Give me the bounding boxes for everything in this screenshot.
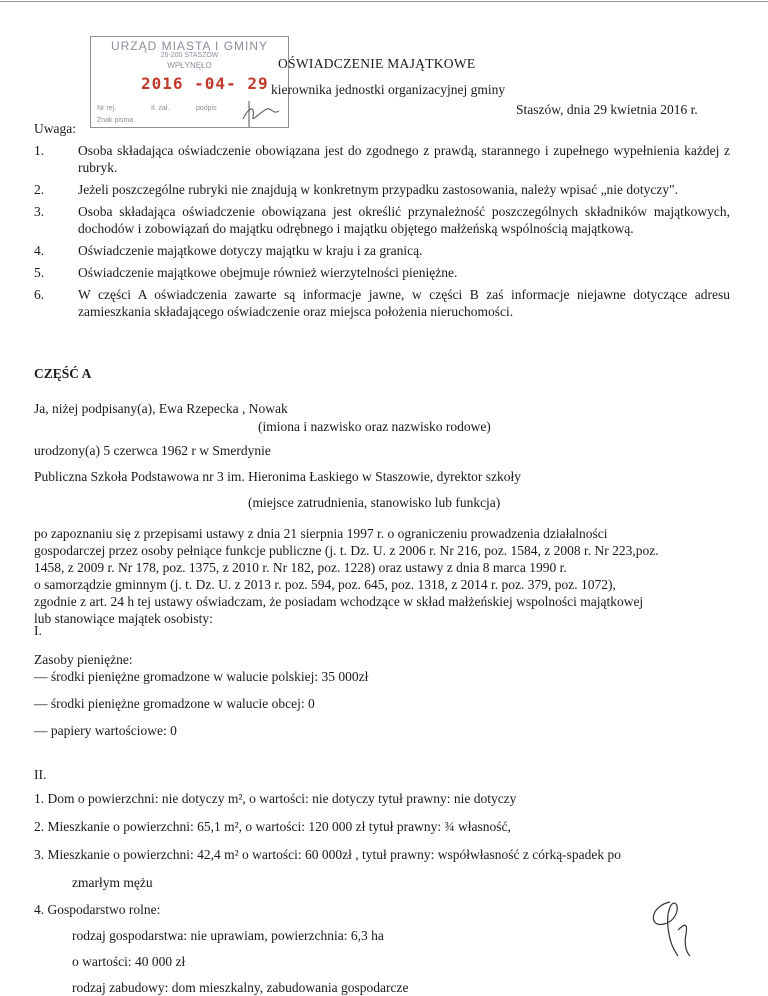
workplace-line: Publiczna Szkoła Podstawowa nr 3 im. Hieronima Łaskiego w Staszowie, dyrektor szkoły: [34, 469, 522, 484]
stamp-date: 2016 -04- 29: [141, 74, 269, 93]
document-date: Staszów, dnia 29 kwietnia 2016 r.: [516, 102, 698, 117]
stamp-address: 26-200 STASZÓW: [160, 52, 219, 59]
section-1-heading: Zasoby pieniężne:: [34, 652, 133, 667]
notes-list: [34, 142, 730, 325]
page-top-edge: [0, 1, 768, 2]
part-a-heading: CZĘŚĆ A: [34, 366, 92, 381]
section-2-number: II.: [34, 767, 47, 782]
born-line: urodzony(a) 5 czerwca 1962 r w Smerdynie: [34, 443, 271, 458]
handwritten-initials: [640, 900, 700, 960]
stamp-znak: Znak pisma: [97, 117, 134, 124]
farm-buildings: rodzaj zabudowy: dom mieszkalny, zabudowania gospodarcze: [72, 980, 409, 995]
registry-stamp: [90, 36, 289, 128]
law-paragraph: po zapoznaniu się z przepisami ustawy z dnia 21 sierpnia 1997 r. o ograniczeniu prowadzenia działalności gospodarczej przez osoby pełniące funkcje publiczne (j. t. Dz. U. z 2006 r. Nr 216, poz. 1584, z 2008 r. Nr 223,poz. 1458, z 2009 r. Nr 178, poz. 1375, z 2010 r. Nr 182, poz. 1228) oraz ustawy z dnia 8 marca 1990 r. o samorządzie gminnym (j. t. Dz. U. z 2013 r. poz. 594, poz. 645, poz. 1318, z 2014 r. poz. 379, poz. 1072), zgodnie z art. 24 h tej ustawy oświadczam, że posiadam wchodzące w skład małżeńskiej wspolności majątkowej lub stanowiące majątek osobisty:: [34, 526, 659, 626]
note-item: 4. Oświadczenie majątkowe dotyczy majątku w kraju i za granicą.: [34, 243, 423, 258]
stamp-podpis: podpis: [196, 105, 217, 112]
cash-pln: — środki pieniężne gromadzone w walucie polskiej: 35 000zł: [34, 669, 369, 684]
cash-foreign: — środki pieniężne gromadzone w walucie obcej: 0: [34, 696, 315, 711]
document-title: OŚWIADCZENIE MAJĄTKOWE: [278, 56, 476, 71]
notes-heading: Uwaga:: [34, 121, 76, 136]
farm-value: o wartości: 40 000 zł: [72, 954, 186, 969]
apartment-1-line: 2. Mieszkanie o powierzchni: 65,1 m², o wartości: 120 000 zł tytuł prawny: ¾ własność,: [34, 819, 511, 834]
note-item: 2. Jeżeli poszczególne rubryki nie znajdują w konkretnym przypadku zastosowania, należy wpisać „nie dotyczy".: [34, 182, 679, 197]
signer-line: Ja, niżej podpisany(a), Ewa Rzepecka , Nowak: [34, 401, 288, 416]
stamp-nr-rej: Nr rej.: [97, 105, 117, 112]
apartment-2-line: 3. Mieszkanie o powierzchni: 42,4 m² o wartości: 60 000zł , tytuł prawny: współwłasność z córką-spadek po: [34, 847, 622, 862]
house-line: 1. Dom o powierzchni: nie dotyczy m², o wartości: nie dotyczy tytuł prawny: nie dotyczy: [34, 791, 517, 806]
note-item: 1. Osoba składająca oświadczenie obowiązana jest do zgodnego z prawdą, starannego i zupełnego wypełnienia każdej z rubryk.: [34, 143, 730, 175]
apartment-2-continuation: zmarłym mężu: [72, 875, 153, 890]
stamp-signature-scribble: [241, 97, 281, 127]
stamp-received: WPŁYNĘŁO: [167, 61, 212, 70]
farm-type: rodzaj gospodarstwa: nie uprawiam, powierzchnia: 6,3 ha: [72, 928, 384, 943]
stamp-office: URZĄD MIASTA I GMINY: [110, 39, 269, 53]
stamp-zal: Il. zał.: [151, 105, 170, 112]
note-item: 5. Oświadczenie majątkowe obejmuje również wierzytelności pieniężne.: [34, 265, 458, 280]
signer-caption: (imiona i nazwisko oraz nazwisko rodowe): [258, 419, 491, 434]
farm-line: 4. Gospodarstwo rolne:: [34, 902, 161, 917]
workplace-caption: (miejsce zatrudnienia, stanowisko lub funkcja): [248, 495, 501, 510]
note-item: 6. W części A oświadczenia zawarte są informacje jawne, w części B zaś informacje niejawne dotyczące adresu zamieszkania składającego oświadczenie oraz miejsca położenia nieruchomości.: [34, 287, 730, 319]
securities: — papiery wartościowe: 0: [34, 723, 177, 738]
section-1-number: I.: [34, 623, 42, 638]
document-subtitle: kierownika jednostki organizacyjnej gminy: [271, 82, 506, 97]
note-item: 3. Osoba składająca oświadczenie obowiązana jest określić przynależność poszczególnych składników majątkowych, dochodów i zobowiązań do majątku odrębnego i majątku objętego małżeńską wspólnością majątkową.: [34, 204, 730, 236]
